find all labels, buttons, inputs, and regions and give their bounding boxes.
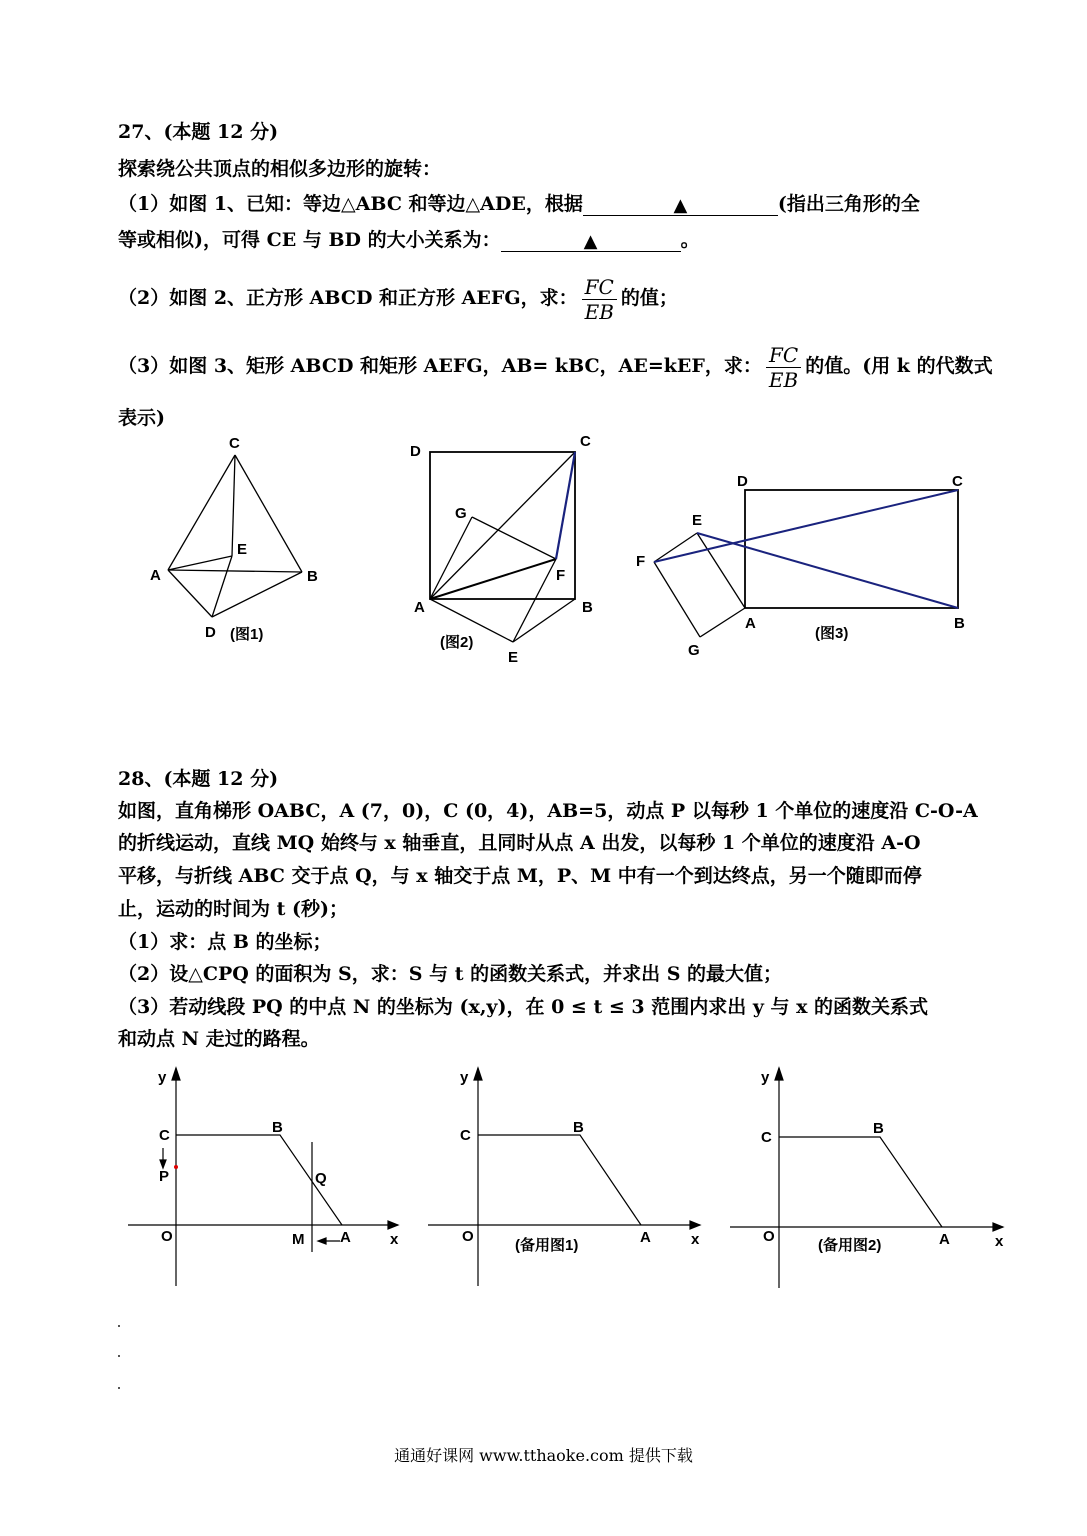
segment-ad bbox=[168, 570, 212, 617]
segment-bd bbox=[212, 572, 302, 617]
label-c: C bbox=[229, 435, 240, 452]
label-c: C bbox=[761, 1129, 772, 1146]
label-o: O bbox=[462, 1228, 474, 1245]
q27-part3-text-b: 的值。(用 k 的代数式 bbox=[805, 355, 993, 377]
q27-part3-line2: 表示) bbox=[118, 407, 165, 429]
label-b: B bbox=[307, 568, 318, 585]
label-d: D bbox=[737, 473, 748, 490]
graph-spare-2-caption: (备用图2) bbox=[818, 1237, 882, 1254]
label-x: x bbox=[995, 1233, 1004, 1250]
blank-marker: ▲ bbox=[673, 195, 688, 216]
trapezoid-cba bbox=[779, 1137, 942, 1227]
figure-2-caption: (图2) bbox=[440, 634, 474, 651]
q27-part1-text-a: （1）如图 1、已知：等边△ABC 和等边△ADE，根据 bbox=[118, 193, 583, 215]
label-a: A bbox=[745, 615, 756, 632]
fraction-numerator: FC bbox=[582, 275, 617, 300]
label-d: D bbox=[205, 624, 216, 641]
q27-part3-text-a: （3）如图 3、矩形 ABCD 和矩形 AEFG，AB= kBC，AE=kEF，求： bbox=[118, 355, 762, 377]
label-c: C bbox=[460, 1127, 471, 1144]
margin-dot bbox=[118, 1325, 120, 1327]
label-a: A bbox=[414, 599, 425, 616]
q28-line-7: （3）若动线段 PQ 的中点 N 的坐标为 (x,y)，在 0 ≤ t ≤ 3 范围内求出 y 与 x 的函数关系式 bbox=[118, 996, 929, 1018]
graph-spare-2 bbox=[730, 1068, 1003, 1288]
label-a: A bbox=[640, 1229, 651, 1246]
label-e: E bbox=[237, 541, 248, 558]
label-g: G bbox=[455, 505, 467, 522]
label-c: C bbox=[952, 473, 963, 490]
q28-line-4: 止，运动的时间为 t (秒)； bbox=[118, 898, 348, 920]
label-a: A bbox=[340, 1229, 351, 1246]
q28-line-2: 的折线运动，直线 MQ 始终与 x 轴垂直，且同时从点 A 出发，以每秒 1 个单位的速度沿 A-O bbox=[118, 832, 921, 854]
q27-part2-text-b: 的值； bbox=[620, 287, 678, 309]
x-axis-arrow bbox=[388, 1221, 398, 1229]
graph-spare-1-caption: (备用图1) bbox=[515, 1237, 579, 1254]
label-y: y bbox=[460, 1069, 469, 1086]
segment-ae bbox=[168, 556, 232, 570]
label-e: E bbox=[508, 649, 519, 666]
point-p bbox=[174, 1165, 178, 1169]
segment-eb bbox=[513, 599, 575, 642]
y-axis-arrow bbox=[474, 1068, 482, 1080]
margin-dot bbox=[118, 1387, 120, 1389]
arrow-p-head bbox=[160, 1160, 166, 1168]
segment-eb bbox=[697, 533, 958, 608]
rectangle-abcd bbox=[745, 490, 958, 608]
label-y: y bbox=[158, 1069, 167, 1086]
x-axis-arrow bbox=[690, 1221, 700, 1229]
label-x: x bbox=[691, 1231, 700, 1248]
label-b: B bbox=[272, 1119, 283, 1136]
label-b: B bbox=[873, 1120, 884, 1137]
label-g: G bbox=[688, 642, 700, 659]
graph-spare-2-labels bbox=[761, 1069, 1004, 1254]
blank-marker: ▲ bbox=[583, 231, 598, 252]
figure-3-caption: (图3) bbox=[815, 625, 849, 642]
q28-line-6: （2）设△CPQ 的面积为 S，求：S 与 t 的函数关系式，并求出 S 的最大值； bbox=[118, 963, 783, 985]
y-axis-arrow bbox=[172, 1068, 180, 1080]
graph-main-labels bbox=[158, 1069, 399, 1248]
x-axis-arrow bbox=[993, 1223, 1003, 1231]
trapezoid-cba bbox=[478, 1135, 641, 1225]
q28-heading: 28、(本题 12 分) bbox=[118, 768, 279, 790]
label-q: Q bbox=[315, 1170, 327, 1187]
segment-ga bbox=[700, 608, 745, 637]
figure-2 bbox=[430, 452, 575, 642]
segment-fg bbox=[654, 562, 700, 637]
label-m: M bbox=[292, 1231, 305, 1248]
q27-part2-text-a: （2）如图 2、正方形 ABCD 和正方形 AEFG，求： bbox=[118, 287, 578, 309]
q27-intro: 探索绕公共顶点的相似多边形的旋转： bbox=[118, 158, 442, 180]
segment-gf bbox=[472, 517, 556, 559]
label-o: O bbox=[763, 1228, 775, 1245]
label-a: A bbox=[939, 1231, 950, 1248]
segment-ca bbox=[168, 455, 235, 570]
label-e: E bbox=[692, 512, 703, 529]
q27-part1-text-b: (指出三角形的全 bbox=[777, 193, 920, 215]
fraction-denominator: EB bbox=[768, 367, 799, 392]
figure-2-labels bbox=[410, 433, 593, 666]
label-b: B bbox=[582, 599, 593, 616]
label-x: x bbox=[390, 1231, 399, 1248]
footer: 通通好课网 www.tthaoke.com 提供下载 bbox=[394, 1446, 693, 1465]
label-f: F bbox=[556, 567, 566, 584]
q27-part1-text-c: 等或相似)，可得 CE 与 BD 的大小关系为： bbox=[118, 229, 501, 251]
label-a: A bbox=[150, 567, 161, 584]
label-o: O bbox=[161, 1228, 173, 1245]
label-f: F bbox=[636, 553, 646, 570]
q28-line-8: 和动点 N 走过的路程。 bbox=[118, 1028, 320, 1050]
q27-heading: 27、(本题 12 分) bbox=[118, 121, 279, 143]
label-b: B bbox=[954, 615, 965, 632]
fraction-denominator: EB bbox=[584, 299, 614, 324]
q28-line-3: 平移，与折线 ABC 交于点 Q，与 x 轴交于点 M，P、M 中有一个到达终点，另一个随即而停 bbox=[118, 865, 922, 887]
fraction-numerator: FC bbox=[766, 343, 801, 368]
q27-part1-text-d: 。 bbox=[680, 229, 700, 251]
q28-line-1: 如图，直角梯形 OABC，A (7，0)，C (0，4)，AB=5，动点 P 以每秒 1 个单位的速度沿 C-O-A bbox=[118, 800, 978, 822]
figure-1 bbox=[168, 455, 302, 617]
arrow-m-head bbox=[318, 1238, 326, 1244]
label-b: B bbox=[573, 1119, 584, 1136]
y-axis-arrow bbox=[775, 1068, 783, 1080]
label-d: D bbox=[410, 443, 421, 460]
label-c: C bbox=[580, 433, 591, 450]
graph-spare-1-labels bbox=[460, 1069, 700, 1254]
q28-line-5: （1）求：点 B 的坐标； bbox=[118, 931, 332, 953]
segment-ab bbox=[168, 570, 302, 572]
figure-1-caption: (图1) bbox=[230, 626, 264, 643]
label-p: P bbox=[159, 1168, 170, 1185]
segment-ce bbox=[232, 455, 235, 556]
margin-dot bbox=[118, 1355, 120, 1357]
figure-1-labels bbox=[150, 435, 318, 643]
label-c: C bbox=[159, 1127, 170, 1144]
label-y: y bbox=[761, 1069, 770, 1086]
